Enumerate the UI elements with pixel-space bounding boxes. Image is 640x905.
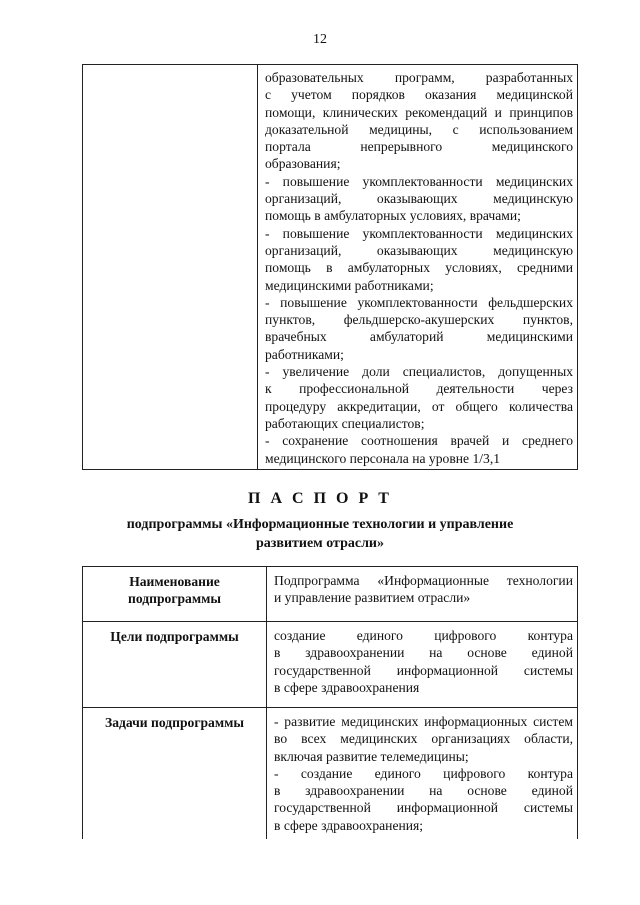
continuation-table <box>82 64 578 470</box>
text-line: - создание единого цифрового контура <box>274 765 573 781</box>
text-line: портала непрерывного медицинского <box>265 139 573 155</box>
text-line: государственной информационной системы <box>274 662 573 678</box>
text-line: - повышение укомплектованности фельдшерских <box>265 294 573 310</box>
text-line: в здравоохранении на основе единой <box>274 645 573 661</box>
text-line: - сохранение соотношения врачей и среднего <box>265 433 573 449</box>
text-line: - развитие медицинских информационных систем <box>274 714 573 729</box>
text-line: организаций, оказывающих медицинскую <box>265 191 573 207</box>
continuation-text-cell <box>258 65 578 470</box>
text-line: с учетом порядков оказания медицинской <box>265 87 573 103</box>
text-line: создание единого цифрового контура <box>274 628 573 643</box>
text-line: государственной информационной системы <box>274 800 573 816</box>
text-line: - повышение укомплектованности медицинских <box>265 173 573 189</box>
text-line: врачебных амбулаторий медицинскими <box>265 329 573 345</box>
row-label: Задачи подпрограммы <box>83 708 267 840</box>
text-line: в сфере здравоохранения; <box>274 817 424 833</box>
table-row <box>83 567 578 622</box>
text-line: во всех медицинских организациях области, <box>274 731 573 747</box>
text-line: в сфере здравоохранения <box>274 679 420 695</box>
text-line: образовательных программ, разработанных <box>265 70 573 85</box>
row-value <box>267 567 578 622</box>
passport-subtitle: подпрограммы «Информационные технологии и управление развитием отрасли» <box>126 517 514 551</box>
text-line: помощь в амбулаторных условиях, средними <box>265 260 573 276</box>
empty-label-cell <box>83 65 258 470</box>
text-line: - увеличение доли специалистов, допущенных <box>265 364 573 380</box>
text-line: включая развитие телемедицины; <box>274 748 469 764</box>
text-line: работниками; <box>265 346 344 362</box>
row-label: Цели подпрограммы <box>83 622 267 708</box>
text-line: к профессиональной деятельности через <box>265 381 573 397</box>
passport-table <box>82 566 578 839</box>
row-label: Наименование подпрограммы <box>83 567 267 622</box>
passport-title: П А С П О Р Т <box>248 490 392 507</box>
text-line: процедуру аккредитации, от общего количества <box>265 398 573 414</box>
text-line: пунктов, фельдшерско-акушерских пунктов, <box>265 312 573 328</box>
text-line: помощь в амбулаторных условиях, врачами; <box>265 208 521 224</box>
row-value <box>267 622 578 708</box>
text-line: образования; <box>265 156 341 172</box>
text-line: доказательной медицины, с использованием <box>265 121 573 137</box>
text-line: организаций, оказывающих медицинскую <box>265 242 573 258</box>
table-row <box>83 622 578 708</box>
text-line: в здравоохранении на основе единой <box>274 783 573 799</box>
text-line: работающих специалистов; <box>265 415 425 431</box>
text-line: медицинского персонала на уровне 1/3,1 <box>265 450 501 466</box>
text-line: Подпрограмма «Информационные технологии <box>274 573 573 588</box>
text-line: - повышение укомплектованности медицинских <box>265 225 573 241</box>
text-line: медицинскими работниками; <box>265 277 434 293</box>
text-line: помощи, клинических рекомендаций и принципов <box>265 104 573 120</box>
page-number: 12 <box>313 32 327 47</box>
text-line: и управление развитием отрасли» <box>274 590 471 606</box>
row-value <box>267 708 578 840</box>
table-row <box>83 708 578 840</box>
